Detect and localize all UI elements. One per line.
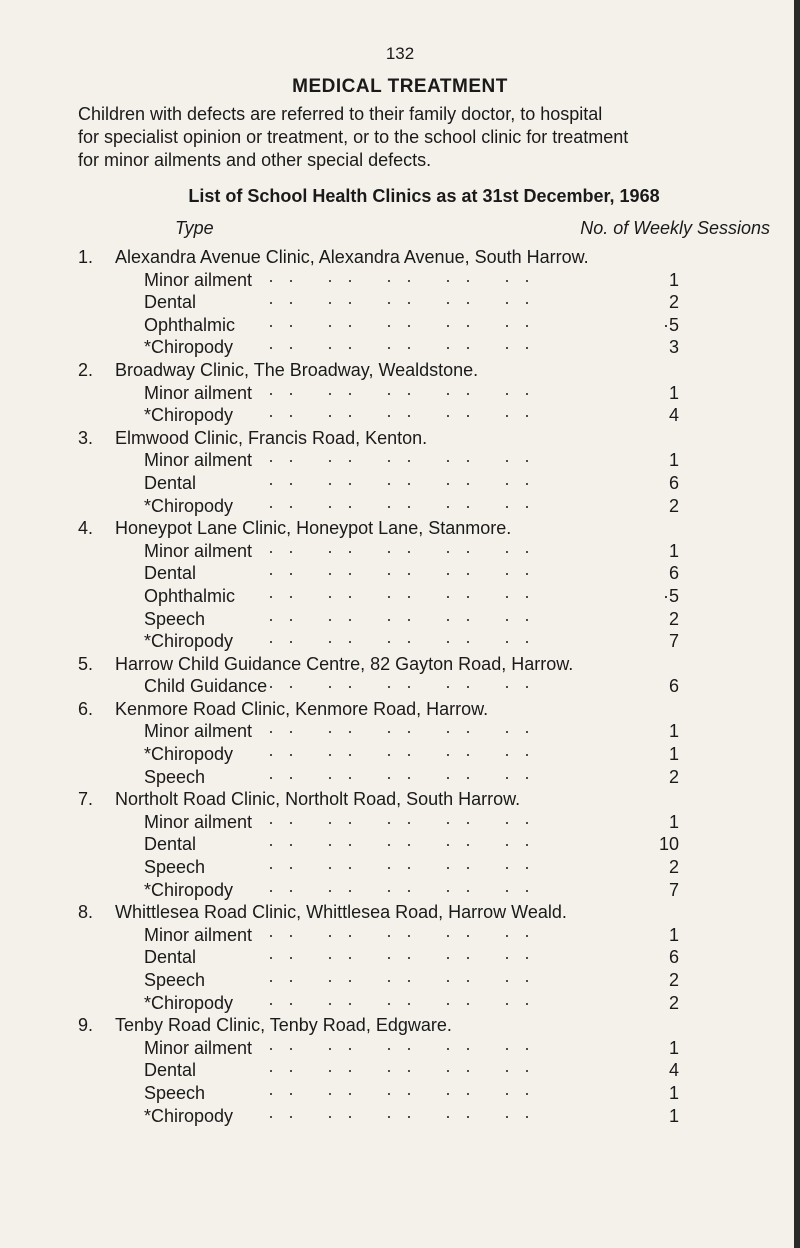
session-row [78,495,778,518]
dot-leader: ·· ·· ·· ·· ·· [268,1105,544,1126]
intro-paragraph [78,103,770,172]
clinic-number: 9. [78,1015,94,1036]
clinic-number: 8. [78,902,94,923]
dot-leader: ·· ·· ·· ·· ·· [268,970,544,990]
dot-leader: ·· ·· ·· ·· ·· [268,450,544,471]
session-type: Minor ailment [144,924,253,945]
dot-leader: ·· ·· ·· ·· ·· [268,811,544,832]
session-type: Minor ailment [144,450,253,471]
session-type: Ophthalmic [144,585,236,606]
session-type: Dental [144,834,197,855]
dot-leader: ·· ·· ·· ·· ·· [268,585,544,606]
session-count: 1 [668,1105,679,1126]
dot-leader: ·· ·· ·· ·· ·· [268,744,544,765]
session-count: 1 [668,721,679,742]
session-row [78,766,778,789]
session-count: 1 [668,744,679,765]
clinic-name: Whittlesea Road Clinic, Whittlesea Road, Harrow Weald. [115,902,567,923]
session-row [78,675,778,698]
intro-line: for minor ailments and other special defects. [78,150,432,170]
dot-leader: ·· ·· ·· ·· ·· [268,269,544,290]
dot-leader: ·· ·· ·· ·· ·· [268,834,544,855]
clinic-title [78,698,778,721]
clinic-name: Honeypot Lane Clinic, Honeypot Lane, Stanmore. [115,518,512,539]
session-type: *Chiropody [144,879,234,900]
session-row [78,404,778,427]
intro-line: for specialist opinion or treatment, or to the school clinic for treatment [78,127,629,147]
dot-leader: ·· ·· ·· ·· ·· [268,472,544,493]
session-count: 4 [668,1060,679,1081]
session-count: 2 [668,970,679,990]
dot-leader: ·· ·· ·· ·· ·· [268,314,544,335]
session-type: Dental [144,947,197,968]
session-row [78,336,778,359]
session-type: Dental [144,472,197,493]
dot-leader: ·· ·· ·· ·· ·· [268,947,544,968]
session-count: 1 [668,1037,679,1058]
session-count: 2 [668,766,679,787]
session-count: 2 [668,992,679,1013]
session-type: *Chiropody [144,992,234,1013]
clinic-title [78,901,778,924]
session-row [78,811,778,834]
session-row [78,1082,778,1105]
session-type: Minor ailment [144,382,253,403]
session-count: 6 [668,947,679,968]
dot-leader: ·· ·· ·· ·· ·· [268,1037,544,1058]
dot-leader: ·· ·· ·· ·· ·· [268,608,544,629]
session-type: Dental [144,1060,197,1081]
session-row [78,382,778,405]
session-count: 2 [668,292,679,313]
session-count: 1 [668,269,679,290]
session-type: Speech [144,970,206,990]
clinic-number: 4. [78,518,94,539]
session-count: 6 [668,472,679,493]
session-count: 3 [668,337,679,358]
clinic-number: 1. [78,247,94,267]
session-count: 6 [668,676,679,697]
session-count: 1 [668,924,679,945]
session-row [78,969,778,992]
session-count: 6 [668,563,679,584]
session-type: Speech [144,766,206,787]
clinic-name: Harrow Child Guidance Centre, 82 Gayton Road, Harrow. [115,653,574,674]
session-count: ·5 [662,585,679,606]
session-count: 10 [658,834,679,855]
dot-leader: ·· ·· ·· ·· ·· [268,495,544,516]
session-count: 7 [668,879,679,900]
dot-leader: ·· ·· ·· ·· ·· [268,879,544,900]
session-type: *Chiropody [144,337,234,358]
dot-leader: ·· ·· ·· ·· ·· [268,992,544,1013]
dot-leader: ·· ·· ·· ·· ·· [268,1060,544,1081]
session-count: 1 [668,540,679,561]
session-count: 1 [668,1082,679,1103]
session-row [78,879,778,902]
clinic-name: Tenby Road Clinic, Tenby Road, Edgware. [115,1015,452,1036]
session-row [78,314,778,337]
session-row [78,269,778,292]
dot-leader: ·· ·· ·· ·· ·· [268,337,544,358]
session-type: *Chiropody [144,744,234,765]
dot-leader: ·· ·· ·· ·· ·· [268,631,544,652]
session-row [78,720,778,743]
session-type: Minor ailment [144,1037,253,1058]
session-row [78,856,778,879]
session-row [78,946,778,969]
clinic-number: 2. [78,359,94,380]
page-number: 132 [385,44,415,63]
dot-leader: ·· ·· ·· ·· ·· [268,924,544,945]
clinic-title [78,1014,778,1037]
list-title: List of School Health Clinics as at 31st December, 1968 [188,186,660,206]
session-type: Minor ailment [144,721,253,742]
session-row [78,1105,778,1128]
dot-leader: ·· ·· ·· ·· ·· [268,721,544,742]
clinic-name: Kenmore Road Clinic, Kenmore Road, Harrow. [115,698,489,719]
session-row [78,540,778,563]
column-headers [78,218,770,242]
session-count: 4 [668,405,679,426]
session-type: *Chiropody [144,405,234,426]
dot-leader: ·· ·· ·· ·· ·· [268,292,544,313]
session-row [78,472,778,495]
dot-leader: ·· ·· ·· ·· ·· [268,1082,544,1103]
session-type: Minor ailment [144,269,253,290]
dot-leader: ·· ·· ·· ·· ·· [268,382,544,403]
session-type: Ophthalmic [144,314,236,335]
clinic-number: 5. [78,653,94,674]
column-type-header: Type [175,218,214,238]
session-type: Speech [144,608,206,629]
clinic-number: 3. [78,427,94,448]
session-count: 2 [668,495,679,516]
session-type: Minor ailment [144,540,253,561]
session-type: Speech [144,857,206,878]
clinic-title [78,517,778,540]
session-row [78,630,778,653]
session-type: *Chiropody [144,631,234,652]
session-count: 2 [668,608,679,629]
clinic-list [78,246,778,1127]
session-count: ·5 [662,314,679,335]
session-type: Dental [144,292,197,313]
section-title: MEDICAL TREATMENT [292,76,508,97]
dot-leader: ·· ·· ·· ·· ·· [268,857,544,878]
session-row [78,1059,778,1082]
dot-leader: ·· ·· ·· ·· ·· [268,676,544,697]
session-type: Child Guidance [144,676,268,697]
session-count: 1 [668,450,679,471]
clinic-title [78,788,778,811]
clinic-title [78,653,778,676]
clinic-name: Elmwood Clinic, Francis Road, Kenton. [115,427,428,448]
session-row [78,562,778,585]
session-type: Dental [144,563,197,584]
page-edge [794,0,800,1248]
session-row [78,833,778,856]
clinic-title [78,246,778,269]
session-type: *Chiropody [144,1105,234,1126]
dot-leader: ·· ·· ·· ·· ·· [268,563,544,584]
session-row [78,924,778,947]
session-count: 2 [668,857,679,878]
clinic-number: 7. [78,789,94,810]
dot-leader: ·· ·· ·· ·· ·· [268,405,544,426]
session-row [78,992,778,1015]
session-row [78,291,778,314]
dot-leader: ·· ·· ·· ·· ·· [268,540,544,561]
clinic-name: Northolt Road Clinic, Northolt Road, South Harrow. [115,789,521,810]
session-row [78,1037,778,1060]
session-type: *Chiropody [144,495,234,516]
session-count: 1 [668,382,679,403]
clinic-title [78,359,778,382]
session-type: Minor ailment [144,811,253,832]
session-row [78,585,778,608]
dot-leader: ·· ·· ·· ·· ·· [268,766,544,787]
column-sessions-header: No. of Weekly Sessions [580,218,770,238]
clinic-number: 6. [78,698,94,719]
clinic-title [78,427,778,450]
session-row [78,743,778,766]
session-count: 7 [668,631,679,652]
session-count: 1 [668,811,679,832]
session-row [78,608,778,631]
session-type: Speech [144,1082,206,1103]
intro-line: Children with defects are referred to their family doctor, to hospital [78,104,603,124]
clinic-name: Broadway Clinic, The Broadway, Wealdstone. [115,359,479,380]
clinic-name: Alexandra Avenue Clinic, Alexandra Avenue, South Harrow. [115,247,589,267]
session-row [78,449,778,472]
